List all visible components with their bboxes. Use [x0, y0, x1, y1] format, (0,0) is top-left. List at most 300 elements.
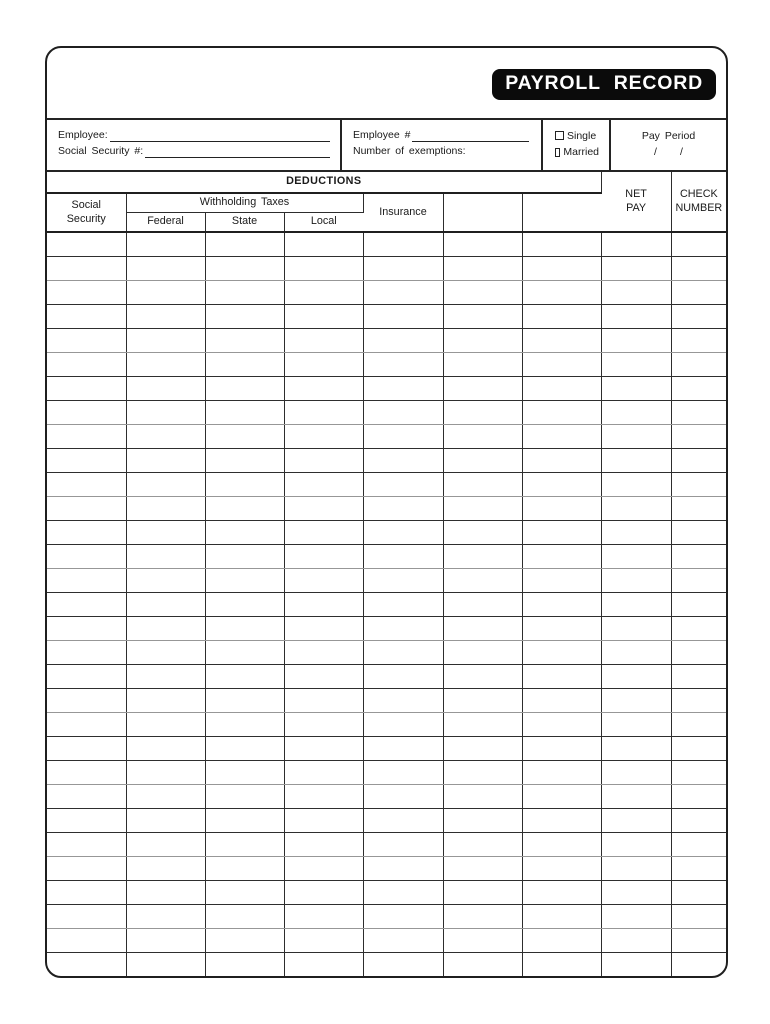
- table-cell[interactable]: [601, 712, 671, 736]
- table-cell[interactable]: [363, 256, 443, 280]
- table-cell[interactable]: [126, 736, 205, 760]
- table-cell[interactable]: [47, 232, 126, 256]
- table-cell[interactable]: [522, 880, 601, 904]
- table-cell[interactable]: [205, 760, 284, 784]
- table-cell[interactable]: [126, 256, 205, 280]
- table-cell[interactable]: [363, 544, 443, 568]
- payroll-table: [47, 172, 726, 976]
- table-cell[interactable]: [522, 400, 601, 424]
- table-cell[interactable]: [671, 424, 726, 448]
- table-cell[interactable]: [126, 592, 205, 616]
- table-cell[interactable]: [601, 928, 671, 952]
- table-cell[interactable]: [47, 424, 126, 448]
- table-cell[interactable]: [671, 304, 726, 328]
- table-cell[interactable]: [671, 280, 726, 304]
- table-cell[interactable]: [601, 592, 671, 616]
- table-cell[interactable]: [671, 640, 726, 664]
- table-cell[interactable]: [443, 256, 522, 280]
- table-cell[interactable]: [522, 352, 601, 376]
- table-cell[interactable]: [284, 304, 363, 328]
- table-cell[interactable]: [443, 448, 522, 472]
- table-cell[interactable]: [205, 904, 284, 928]
- table-cell[interactable]: [47, 928, 126, 952]
- table-cell[interactable]: [126, 856, 205, 880]
- table-cell[interactable]: [284, 712, 363, 736]
- table-cell[interactable]: [284, 328, 363, 352]
- table-cell[interactable]: [205, 928, 284, 952]
- table-cell[interactable]: [205, 400, 284, 424]
- table-cell[interactable]: [443, 592, 522, 616]
- table-cell[interactable]: [363, 712, 443, 736]
- table-cell[interactable]: [443, 424, 522, 448]
- table-cell[interactable]: [671, 928, 726, 952]
- table-cell[interactable]: [443, 280, 522, 304]
- table-cell[interactable]: [126, 712, 205, 736]
- table-cell[interactable]: [443, 640, 522, 664]
- table-cell[interactable]: [363, 448, 443, 472]
- table-cell[interactable]: [671, 520, 726, 544]
- table-cell[interactable]: [443, 928, 522, 952]
- table-cell[interactable]: [47, 568, 126, 592]
- table-cell[interactable]: [284, 400, 363, 424]
- table-cell[interactable]: [284, 232, 363, 256]
- table-cell[interactable]: [205, 352, 284, 376]
- table-cell[interactable]: [126, 952, 205, 976]
- table-cell[interactable]: [284, 880, 363, 904]
- table-cell[interactable]: [205, 952, 284, 976]
- table-cell[interactable]: [126, 328, 205, 352]
- table-cell[interactable]: [205, 328, 284, 352]
- table-cell[interactable]: [443, 568, 522, 592]
- table-cell[interactable]: [443, 880, 522, 904]
- table-cell[interactable]: [284, 808, 363, 832]
- table-cell[interactable]: [522, 472, 601, 496]
- table-cell[interactable]: [363, 400, 443, 424]
- table-cell[interactable]: [284, 928, 363, 952]
- table-cell[interactable]: [601, 832, 671, 856]
- table-cell[interactable]: [601, 328, 671, 352]
- table-cell[interactable]: [671, 232, 726, 256]
- table-cell[interactable]: [522, 736, 601, 760]
- table-cell[interactable]: [522, 640, 601, 664]
- table-cell[interactable]: [671, 736, 726, 760]
- table-cell[interactable]: [47, 400, 126, 424]
- table-cell[interactable]: [205, 784, 284, 808]
- table-cell[interactable]: [363, 736, 443, 760]
- table-cell[interactable]: [363, 904, 443, 928]
- pay-period-date-fields[interactable]: [617, 146, 720, 158]
- table-cell[interactable]: [126, 496, 205, 520]
- table-cell[interactable]: [671, 568, 726, 592]
- table-cell[interactable]: [284, 352, 363, 376]
- table-cell[interactable]: [522, 520, 601, 544]
- table-cell[interactable]: [47, 688, 126, 712]
- table-cell[interactable]: [671, 904, 726, 928]
- table-cell[interactable]: [443, 856, 522, 880]
- table-cell[interactable]: [522, 688, 601, 712]
- table-cell[interactable]: [205, 736, 284, 760]
- table-cell[interactable]: [443, 904, 522, 928]
- table-row: [47, 832, 726, 856]
- table-cell[interactable]: [363, 664, 443, 688]
- table-cell[interactable]: [126, 784, 205, 808]
- table-cell[interactable]: [601, 880, 671, 904]
- table-cell[interactable]: [126, 424, 205, 448]
- table-cell[interactable]: [205, 376, 284, 400]
- table-cell[interactable]: [443, 736, 522, 760]
- table-cell[interactable]: [363, 952, 443, 976]
- table-cell[interactable]: [47, 784, 126, 808]
- table-cell[interactable]: [284, 616, 363, 640]
- table-cell[interactable]: [443, 808, 522, 832]
- table-cell[interactable]: [363, 880, 443, 904]
- table-cell[interactable]: [601, 520, 671, 544]
- table-cell[interactable]: [671, 616, 726, 640]
- table-cell[interactable]: [205, 496, 284, 520]
- table-cell[interactable]: [443, 952, 522, 976]
- table-row: [47, 688, 726, 712]
- table-row: [47, 760, 726, 784]
- table-cell[interactable]: [47, 256, 126, 280]
- federal-header: Federal: [126, 212, 205, 232]
- table-cell[interactable]: [443, 832, 522, 856]
- table-cell[interactable]: [522, 328, 601, 352]
- table-cell[interactable]: [522, 808, 601, 832]
- table-cell[interactable]: [363, 352, 443, 376]
- table-cell[interactable]: [443, 712, 522, 736]
- table-cell[interactable]: [671, 808, 726, 832]
- table-cell[interactable]: [47, 904, 126, 928]
- table-cell[interactable]: [443, 784, 522, 808]
- employee-input-line[interactable]: [110, 131, 330, 142]
- table-cell[interactable]: [443, 376, 522, 400]
- table-cell[interactable]: [522, 256, 601, 280]
- table-cell[interactable]: [522, 544, 601, 568]
- table-cell[interactable]: [47, 616, 126, 640]
- table-cell[interactable]: [671, 256, 726, 280]
- table-cell[interactable]: [126, 688, 205, 712]
- table-row: [47, 856, 726, 880]
- table-cell[interactable]: [671, 760, 726, 784]
- table-cell[interactable]: [284, 544, 363, 568]
- table-cell[interactable]: [363, 808, 443, 832]
- table-cell[interactable]: [671, 448, 726, 472]
- exemptions-label: Number of exemptions:: [353, 145, 466, 158]
- pay-period-slash-left: /: [654, 146, 657, 159]
- table-cell[interactable]: [284, 784, 363, 808]
- table-cell[interactable]: [522, 760, 601, 784]
- table-cell[interactable]: [671, 472, 726, 496]
- table-cell[interactable]: [205, 568, 284, 592]
- table-cell[interactable]: [443, 688, 522, 712]
- table-cell[interactable]: [284, 496, 363, 520]
- table-cell[interactable]: [205, 880, 284, 904]
- table-cell[interactable]: [522, 928, 601, 952]
- table-cell[interactable]: [601, 424, 671, 448]
- table-cell[interactable]: [443, 352, 522, 376]
- table-cell[interactable]: [126, 352, 205, 376]
- table-cell[interactable]: [671, 592, 726, 616]
- table-cell[interactable]: [522, 280, 601, 304]
- table-cell[interactable]: [284, 280, 363, 304]
- table-cell[interactable]: [47, 496, 126, 520]
- table-cell[interactable]: [522, 712, 601, 736]
- table-cell[interactable]: [47, 472, 126, 496]
- table-cell[interactable]: [126, 904, 205, 928]
- table-cell[interactable]: [671, 664, 726, 688]
- table-row: [47, 568, 726, 592]
- table-cell[interactable]: [205, 520, 284, 544]
- table-cell[interactable]: [443, 232, 522, 256]
- table-cell[interactable]: [601, 784, 671, 808]
- table-cell[interactable]: [284, 568, 363, 592]
- table-cell[interactable]: [671, 952, 726, 976]
- table-cell[interactable]: [601, 856, 671, 880]
- table-cell[interactable]: [205, 688, 284, 712]
- table-cell[interactable]: [522, 856, 601, 880]
- table-cell[interactable]: [671, 496, 726, 520]
- table-cell[interactable]: [126, 520, 205, 544]
- table-cell[interactable]: [205, 448, 284, 472]
- table-cell[interactable]: [601, 352, 671, 376]
- table-cell[interactable]: [205, 856, 284, 880]
- table-cell[interactable]: [205, 256, 284, 280]
- table-cell[interactable]: [522, 424, 601, 448]
- table-cell[interactable]: [126, 400, 205, 424]
- table-cell[interactable]: [126, 808, 205, 832]
- table-cell[interactable]: [205, 544, 284, 568]
- table-cell[interactable]: [47, 640, 126, 664]
- table-cell[interactable]: [671, 712, 726, 736]
- table-cell[interactable]: [522, 952, 601, 976]
- table-cell[interactable]: [284, 904, 363, 928]
- table-cell[interactable]: [363, 568, 443, 592]
- table-cell[interactable]: [126, 448, 205, 472]
- table-cell[interactable]: [601, 280, 671, 304]
- table-cell[interactable]: [363, 472, 443, 496]
- married-checkbox[interactable]: [555, 148, 560, 157]
- table-cell[interactable]: [671, 856, 726, 880]
- table-cell[interactable]: [205, 232, 284, 256]
- table-cell[interactable]: [443, 544, 522, 568]
- table-cell[interactable]: [284, 760, 363, 784]
- table-cell[interactable]: [47, 280, 126, 304]
- table-cell[interactable]: [363, 376, 443, 400]
- table-cell[interactable]: [363, 832, 443, 856]
- table-cell[interactable]: [47, 352, 126, 376]
- table-cell[interactable]: [126, 664, 205, 688]
- table-cell[interactable]: [47, 712, 126, 736]
- table-cell[interactable]: [47, 856, 126, 880]
- table-cell[interactable]: [522, 832, 601, 856]
- table-cell[interactable]: [601, 904, 671, 928]
- table-cell[interactable]: [671, 544, 726, 568]
- table-cell[interactable]: [284, 688, 363, 712]
- table-cell[interactable]: [284, 664, 363, 688]
- table-cell[interactable]: [47, 880, 126, 904]
- table-cell[interactable]: [126, 928, 205, 952]
- table-cell[interactable]: [363, 856, 443, 880]
- table-cell[interactable]: [284, 448, 363, 472]
- table-cell[interactable]: [671, 352, 726, 376]
- table-cell[interactable]: [363, 424, 443, 448]
- table-cell[interactable]: [126, 544, 205, 568]
- table-cell[interactable]: [126, 568, 205, 592]
- table-cell[interactable]: [671, 400, 726, 424]
- ssn-label: Social Security #:: [58, 145, 144, 158]
- table-cell[interactable]: [671, 880, 726, 904]
- table-cell[interactable]: [601, 232, 671, 256]
- table-cell[interactable]: [126, 232, 205, 256]
- payroll-table-body: [47, 232, 726, 976]
- table-cell[interactable]: [522, 232, 601, 256]
- table-cell[interactable]: [284, 856, 363, 880]
- table-cell[interactable]: [601, 808, 671, 832]
- table-cell[interactable]: [205, 832, 284, 856]
- table-cell[interactable]: [205, 592, 284, 616]
- table-cell[interactable]: [47, 376, 126, 400]
- table-cell[interactable]: [601, 496, 671, 520]
- table-cell[interactable]: [47, 448, 126, 472]
- table-cell[interactable]: [443, 472, 522, 496]
- table-cell[interactable]: [601, 760, 671, 784]
- table-cell[interactable]: [363, 592, 443, 616]
- table-cell[interactable]: [47, 544, 126, 568]
- table-cell[interactable]: [671, 688, 726, 712]
- table-cell[interactable]: [601, 544, 671, 568]
- table-cell[interactable]: [443, 400, 522, 424]
- table-cell[interactable]: [522, 448, 601, 472]
- table-cell[interactable]: [126, 376, 205, 400]
- table-cell[interactable]: [47, 520, 126, 544]
- table-cell[interactable]: [284, 376, 363, 400]
- table-cell[interactable]: [601, 448, 671, 472]
- table-cell[interactable]: [522, 616, 601, 640]
- table-cell[interactable]: [601, 640, 671, 664]
- table-cell[interactable]: [363, 520, 443, 544]
- table-cell[interactable]: [363, 328, 443, 352]
- table-cell[interactable]: [363, 232, 443, 256]
- table-cell[interactable]: [522, 664, 601, 688]
- table-cell[interactable]: [47, 304, 126, 328]
- table-cell[interactable]: [671, 376, 726, 400]
- employee-number-input-line[interactable]: [412, 131, 529, 142]
- table-cell[interactable]: [443, 304, 522, 328]
- table-cell[interactable]: [601, 952, 671, 976]
- table-cell[interactable]: [522, 592, 601, 616]
- table-cell[interactable]: [47, 736, 126, 760]
- table-cell[interactable]: [443, 616, 522, 640]
- table-cell[interactable]: [443, 520, 522, 544]
- table-cell[interactable]: [126, 640, 205, 664]
- ssn-input-line[interactable]: [145, 147, 330, 158]
- table-cell[interactable]: [443, 328, 522, 352]
- table-cell[interactable]: [363, 640, 443, 664]
- table-row: [47, 712, 726, 736]
- table-cell[interactable]: [443, 496, 522, 520]
- table-cell[interactable]: [522, 376, 601, 400]
- table-cell[interactable]: [363, 496, 443, 520]
- table-cell[interactable]: [284, 952, 363, 976]
- table-cell[interactable]: [601, 664, 671, 688]
- table-cell[interactable]: [205, 640, 284, 664]
- table-cell[interactable]: [205, 304, 284, 328]
- table-cell[interactable]: [47, 592, 126, 616]
- table-cell[interactable]: [671, 328, 726, 352]
- table-cell[interactable]: [47, 760, 126, 784]
- table-cell[interactable]: [126, 472, 205, 496]
- table-row: [47, 664, 726, 688]
- table-cell[interactable]: [601, 736, 671, 760]
- table-cell[interactable]: [363, 784, 443, 808]
- single-checkbox[interactable]: [555, 131, 564, 140]
- table-cell[interactable]: [671, 784, 726, 808]
- table-cell[interactable]: [443, 664, 522, 688]
- table-cell[interactable]: [205, 616, 284, 640]
- table-cell[interactable]: [47, 808, 126, 832]
- table-cell[interactable]: [671, 832, 726, 856]
- table-cell[interactable]: [601, 472, 671, 496]
- table-cell[interactable]: [522, 496, 601, 520]
- table-cell[interactable]: [205, 280, 284, 304]
- table-cell[interactable]: [205, 808, 284, 832]
- table-cell[interactable]: [126, 760, 205, 784]
- table-cell[interactable]: [601, 256, 671, 280]
- table-cell[interactable]: [284, 520, 363, 544]
- employee-number-section: [342, 120, 543, 170]
- table-cell[interactable]: [522, 784, 601, 808]
- table-cell[interactable]: [522, 568, 601, 592]
- table-cell[interactable]: [363, 304, 443, 328]
- table-cell[interactable]: [126, 280, 205, 304]
- table-cell[interactable]: [601, 616, 671, 640]
- table-cell[interactable]: [284, 256, 363, 280]
- table-cell[interactable]: [284, 424, 363, 448]
- table-cell[interactable]: [601, 376, 671, 400]
- table-cell[interactable]: [363, 280, 443, 304]
- table-cell[interactable]: [126, 616, 205, 640]
- table-cell[interactable]: [443, 760, 522, 784]
- table-cell[interactable]: [522, 904, 601, 928]
- table-cell[interactable]: [284, 472, 363, 496]
- table-cell[interactable]: [126, 304, 205, 328]
- table-cell[interactable]: [126, 832, 205, 856]
- table-cell[interactable]: [284, 592, 363, 616]
- table-cell[interactable]: [205, 472, 284, 496]
- table-cell[interactable]: [601, 304, 671, 328]
- table-cell[interactable]: [601, 568, 671, 592]
- table-cell[interactable]: [205, 424, 284, 448]
- table-cell[interactable]: [126, 880, 205, 904]
- table-cell[interactable]: [363, 688, 443, 712]
- table-cell[interactable]: [363, 760, 443, 784]
- table-cell[interactable]: [205, 712, 284, 736]
- table-cell[interactable]: [363, 616, 443, 640]
- table-cell[interactable]: [522, 304, 601, 328]
- net-pay-header: NET PAY: [601, 172, 671, 232]
- table-cell[interactable]: [47, 832, 126, 856]
- table-cell[interactable]: [601, 688, 671, 712]
- table-cell[interactable]: [47, 952, 126, 976]
- table-cell[interactable]: [205, 664, 284, 688]
- table-cell[interactable]: [601, 400, 671, 424]
- table-cell[interactable]: [284, 736, 363, 760]
- table-cell[interactable]: [47, 664, 126, 688]
- table-cell[interactable]: [47, 328, 126, 352]
- table-cell[interactable]: [363, 928, 443, 952]
- table-cell[interactable]: [284, 832, 363, 856]
- table-cell[interactable]: [284, 640, 363, 664]
